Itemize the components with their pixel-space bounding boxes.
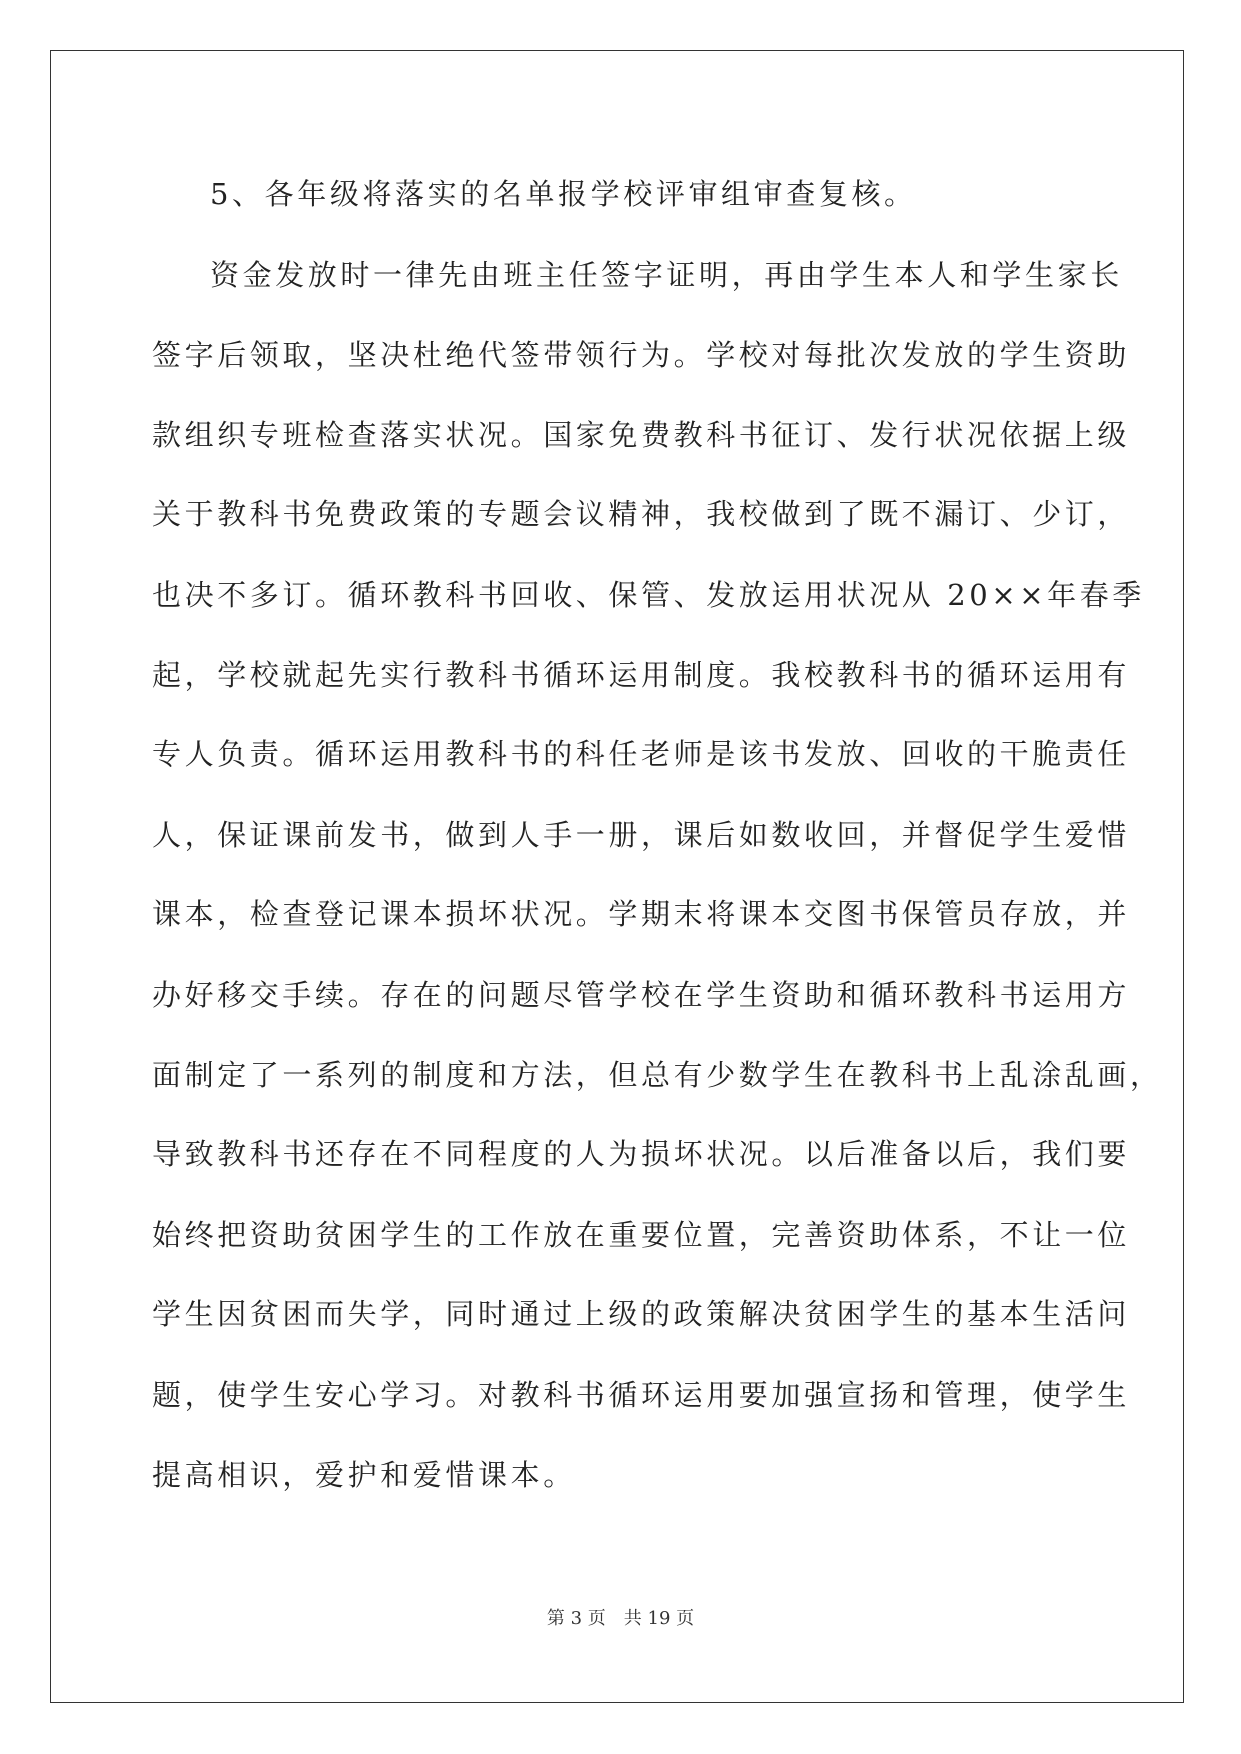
paragraph-line: 面制定了一系列的制度和方法，但总有少数学生在教科书上乱涂乱画， — [152, 1058, 1163, 1092]
paragraph-line: 资金发放时一律先由班主任签字证明，再由学生本人和学生家长 — [210, 258, 1123, 292]
paragraph-line: 签字后领取，坚决杜绝代签带领行为。学校对每批次发放的学生资助 — [152, 338, 1131, 372]
paragraph-line: 题，使学生安心学习。对教科书循环运用要加强宣扬和管理，使学生 — [152, 1378, 1131, 1412]
paragraph-line: 课本，检查登记课本损坏状况。学期末将课本交图书保管员存放，并 — [152, 897, 1131, 931]
paragraph-line: 起，学校就起先实行教科书循环运用制度。我校教科书的循环运用有 — [152, 658, 1131, 692]
paragraph-line: 5、各年级将落实的名单报学校评审组审查复核。 — [210, 177, 917, 211]
paragraph-line: 也决不多订。循环教科书回收、保管、发放运用状况从 20××年春季 — [152, 578, 1145, 612]
paragraph-line: 专人负责。循环运用教科书的科任老师是该书发放、回收的干脆责任 — [152, 737, 1131, 771]
paragraph-line: 人，保证课前发书，做到人手一册，课后如数收回，并督促学生爱惜 — [152, 818, 1131, 852]
paragraph-line: 关于教科书免费政策的专题会议精神，我校做到了既不漏订、少订， — [152, 497, 1131, 531]
paragraph-line: 款组织专班检查落实状况。国家免费教科书征订、发行状况依据上级 — [152, 418, 1131, 452]
paragraph-line: 学生因贫困而失学，同时通过上级的政策解决贫困学生的基本生活问 — [152, 1297, 1131, 1331]
paragraph-line: 始终把资助贫困学生的工作放在重要位置，完善资助体系，不让一位 — [152, 1218, 1131, 1252]
paragraph-line: 办好移交手续。存在的问题尽管学校在学生资助和循环教科书运用方 — [152, 978, 1131, 1012]
paragraph-line: 提高相识，爱护和爱惜课本。 — [152, 1458, 576, 1492]
paragraph-line: 导致教科书还存在不同程度的人为损坏状况。以后准备以后，我们要 — [152, 1137, 1131, 1171]
page-number-footer: 第 3 页 共 19 页 — [546, 1608, 695, 1629]
